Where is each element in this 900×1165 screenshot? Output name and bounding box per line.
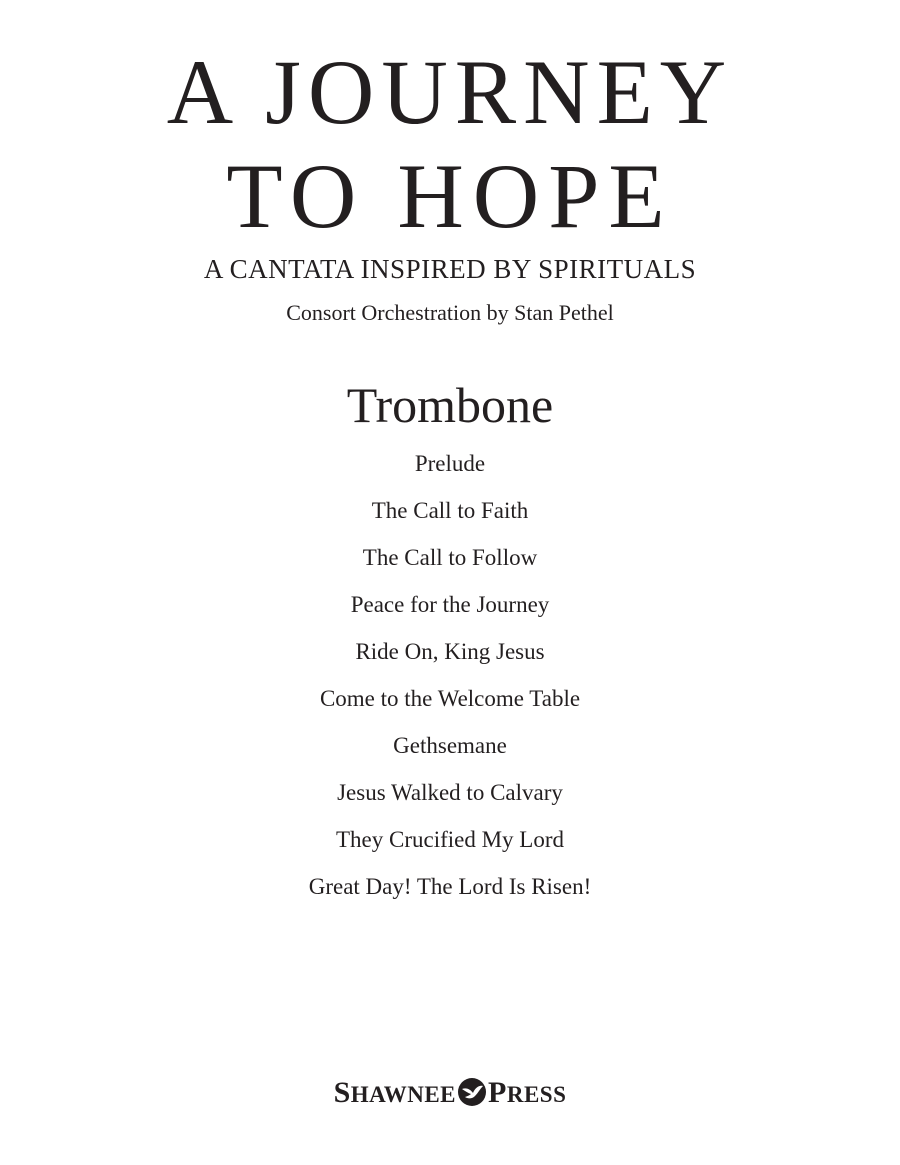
dove-logo-icon bbox=[457, 1077, 487, 1113]
orchestration-credit: Consort Orchestration by Stan Pethel bbox=[286, 300, 614, 325]
movement-item: The Call to Faith bbox=[371, 498, 529, 523]
movement-item: Gethsemane bbox=[393, 733, 507, 758]
movement-item: Great Day! The Lord Is Risen! bbox=[308, 874, 592, 899]
movement-item: Peace for the Journey bbox=[350, 592, 550, 617]
instrument-name: Trombone bbox=[346, 377, 554, 433]
movement-item: Ride On, King Jesus bbox=[355, 639, 545, 664]
movement-list bbox=[0, 450, 900, 920]
title-line-1: A JOURNEY bbox=[166, 41, 734, 143]
subtitle: A CANTATA INSPIRED BY SPIRITUALS bbox=[203, 254, 697, 284]
movement-item: They Crucified My Lord bbox=[335, 827, 565, 852]
movement-item: Jesus Walked to Calvary bbox=[337, 780, 563, 805]
movement-item: The Call to Follow bbox=[362, 545, 538, 570]
movement-item: Prelude bbox=[414, 451, 486, 476]
logo-shawnee: SHAWNEE bbox=[333, 1076, 457, 1109]
title-line-2: TO HOPE bbox=[226, 145, 674, 247]
publisher-logo bbox=[0, 1077, 900, 1113]
movement-item: Come to the Welcome Table bbox=[319, 686, 581, 711]
logo-press: PRESS bbox=[488, 1076, 567, 1109]
